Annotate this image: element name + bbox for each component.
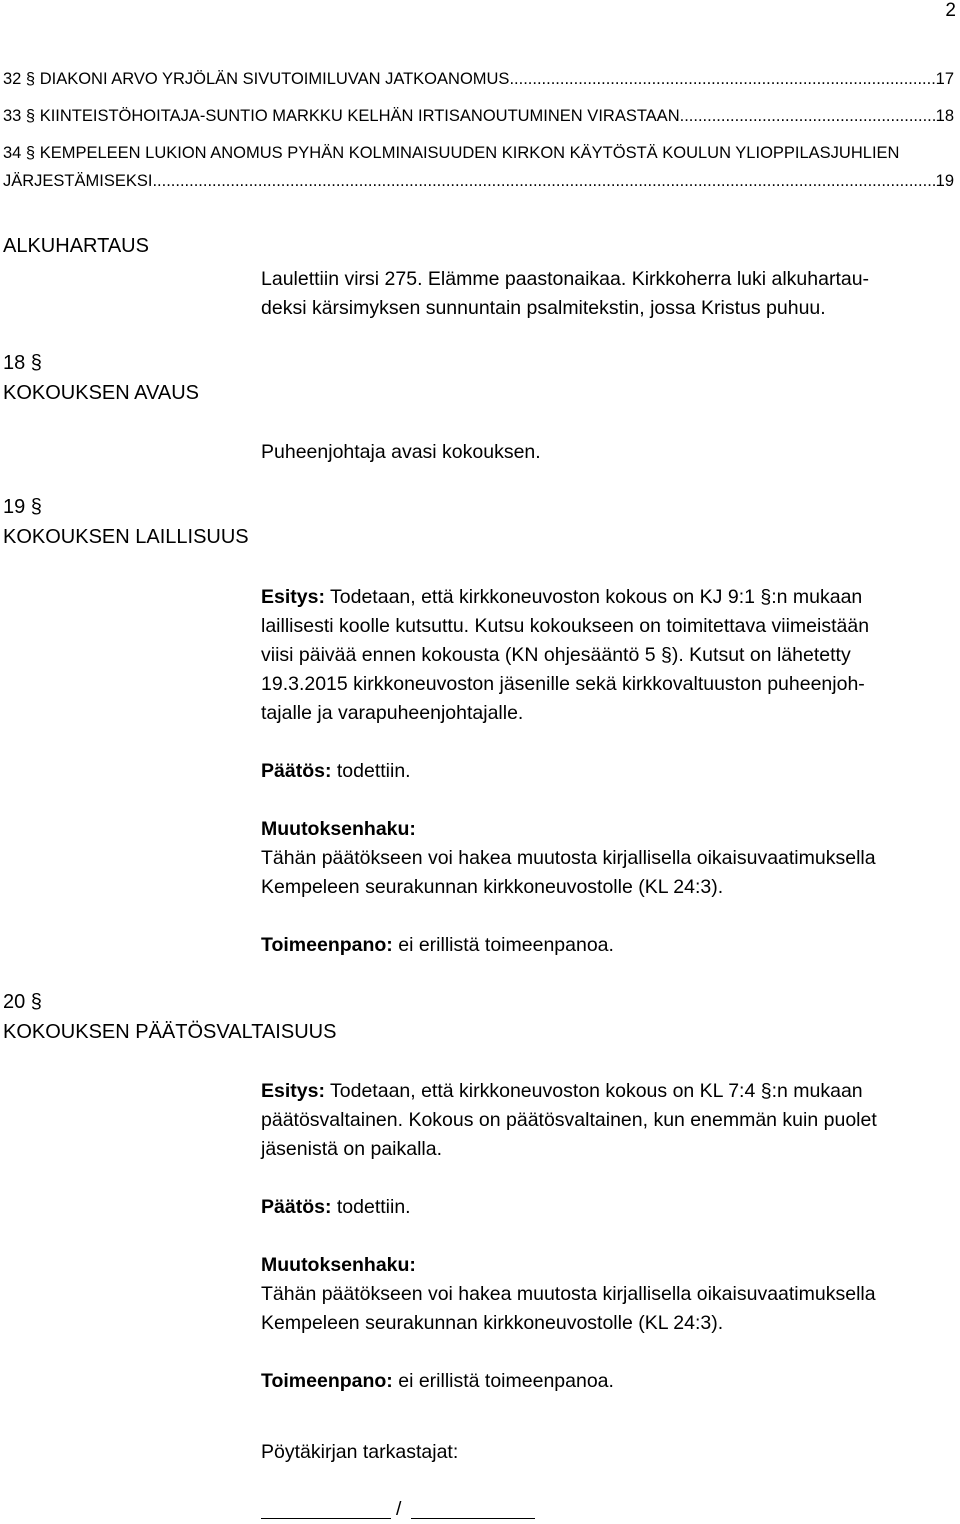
section-heading-18: KOKOUKSEN AVAUS <box>3 382 199 404</box>
paatos-paragraph <box>261 757 411 786</box>
toc-leader-dots <box>509 70 935 89</box>
toc-entry[interactable] <box>3 107 954 126</box>
toc-entry-page: 18 <box>935 107 954 125</box>
section-number-20: 20 § <box>3 991 42 1013</box>
toc-entry-title: JÄRJESTÄMISEKSI <box>3 172 153 190</box>
muutoksenhaku-text: Tähän päätökseen voi hakea muutosta kirjallisella oikaisuvaatimuksella <box>261 847 876 869</box>
esitys-label: Esitys: <box>261 1080 325 1102</box>
toc-entry-page: 19 <box>935 172 954 190</box>
section-number-19: 19 § <box>3 496 42 518</box>
esitys-text: päätösvaltainen. Kokous on päätösvaltainen, kun enemmän kuin puolet <box>261 1109 877 1131</box>
section-heading-alkuhartaus: ALKUHARTAUS <box>3 235 149 257</box>
signature-line-right <box>411 1518 535 1519</box>
section-number-18: 18 § <box>3 352 42 374</box>
muutoksenhaku-text: Tähän päätökseen voi hakea muutosta kirjallisella oikaisuvaatimuksella <box>261 1283 876 1305</box>
esitys-text: viisi päivää ennen kokousta (KN ohjesääntö 5 §). Kutsut on lähetetty <box>261 644 851 666</box>
toc-entry-title: 33 § KIINTEISTÖHOITAJA-SUNTIO MARKKU KELHÄN IRTISANOUTUMINEN VIRASTAAN. <box>3 107 685 125</box>
toc-entry[interactable] <box>3 172 954 191</box>
signature-line-left <box>261 1518 391 1519</box>
muutoksenhaku-text: Kempeleen seurakunnan kirkkoneuvostolle (KL 24:3). <box>261 1312 724 1334</box>
toimeenpano-label: Toimeenpano: <box>261 934 393 956</box>
section-18-text: Puheenjohtaja avasi kokouksen. <box>261 441 541 463</box>
section-heading-19: KOKOUKSEN LAILLISUUS <box>3 526 249 548</box>
signature-separator: / <box>396 1498 402 1520</box>
toimeenpano-label: Toimeenpano: <box>261 1370 393 1392</box>
toc-entry-page: 17 <box>935 70 954 88</box>
page-number: 2 <box>945 0 956 21</box>
muutoksenhaku-label: Muutoksenhaku: <box>261 818 416 840</box>
paatos-label: Päätös: <box>261 1196 332 1218</box>
esitys-text: tajalle ja varapuheenjohtajalle. <box>261 702 524 724</box>
tarkastajat-label: Pöytäkirjan tarkastajat: <box>261 1441 459 1463</box>
toc-entry-title: 32 § DIAKONI ARVO YRJÖLÄN SIVUTOIMILUVAN JATKOANOMUS <box>3 70 510 88</box>
paatos-label: Päätös: <box>261 760 332 782</box>
paatos-text: todettiin. <box>331 1196 411 1218</box>
esitys-label: Esitys: <box>261 586 325 608</box>
esitys-text: 19.3.2015 kirkkoneuvoston jäsenille sekä kirkkovaltuuston puheenjoh- <box>261 673 865 695</box>
toimeenpano-text: ei erillistä toimeenpanoa. <box>392 1370 614 1392</box>
toc-leader-dots <box>152 172 935 191</box>
toimeenpano-text: ei erillistä toimeenpanoa. <box>392 934 614 956</box>
muutoksenhaku-label: Muutoksenhaku: <box>261 1254 416 1276</box>
esitys-paragraph <box>261 1077 863 1106</box>
toimeenpano-paragraph <box>261 931 614 960</box>
esitys-text: Todetaan, että kirkkoneuvoston kokous on KL 7:4 §:n mukaan <box>324 1080 863 1102</box>
muutoksenhaku-text: Kempeleen seurakunnan kirkkoneuvostolle (KL 24:3). <box>261 876 724 898</box>
toc-entry-title-line[interactable]: 34 § KEMPELEEN LUKION ANOMUS PYHÄN KOLMINAISUUDEN KIRKON KÄYTÖSTÄ KOULUN YLIOPPILASJUHLIEN <box>3 144 900 162</box>
toimeenpano-paragraph <box>261 1367 614 1396</box>
esitys-text: jäsenistä on paikalla. <box>261 1138 443 1160</box>
section-heading-20: KOKOUKSEN PÄÄTÖSVALTAISUUS <box>3 1021 337 1043</box>
alkuhartaus-text: deksi kärsimyksen sunnuntain psalmitekstin, jossa Kristus puhuu. <box>261 297 826 319</box>
paatos-text: todettiin. <box>331 760 411 782</box>
toc-entry[interactable] <box>3 70 954 89</box>
paatos-paragraph <box>261 1193 411 1222</box>
esitys-paragraph <box>261 583 862 612</box>
esitys-text: laillisesti koolle kutsuttu. Kutsu kokoukseen on toimitettava viimeistään <box>261 615 870 637</box>
alkuhartaus-text: Laulettiin virsi 275. Elämme paastonaikaa. Kirkkoherra luki alkuhartau- <box>261 268 870 290</box>
esitys-text: Todetaan, että kirkkoneuvoston kokous on KJ 9:1 §:n mukaan <box>324 586 863 608</box>
toc-leader-dots <box>684 107 935 126</box>
